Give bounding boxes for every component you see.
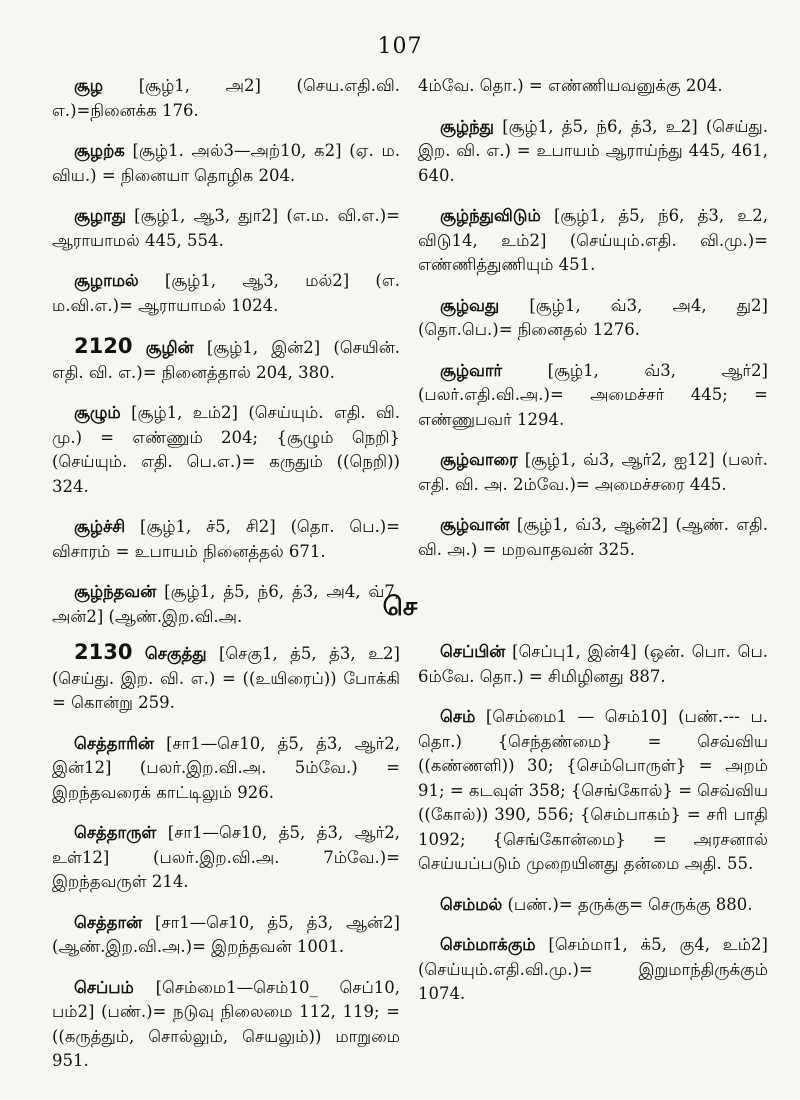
- entry-headword: செத்தான்: [74, 912, 143, 932]
- entry-number: 2120: [74, 334, 133, 358]
- entry-definition: [சூழ்1, அ2] (செய.எதி.வி. எ.)=நினைக்க 176.: [52, 76, 400, 120]
- dictionary-entry: [52, 515, 400, 564]
- dictionary-entry: [52, 204, 400, 253]
- block2-right-column: [418, 640, 768, 1023]
- dictionary-entry: [418, 705, 768, 877]
- dictionary-entry: [52, 74, 400, 123]
- entry-definition: [சூழ்1, த்5, ந்6, த்3, உ2, விடு14, உம்2] (செய்யும்.எதி. வி.மு.)= எண்ணித்துணியும் 451.: [418, 206, 768, 274]
- entry-definition: [சூழ்1, வ்3, ஆர்2] (பலர்.எதி.வி.அ.)= அமைச்சர் 445; = எண்ணுபவர் 1294.: [418, 360, 768, 429]
- entry-definition: [சூழ்1, இன்2] (செயின். எதி. வி. எ.)= நினைத்தால் 204, 380.: [52, 338, 400, 382]
- dictionary-entry: [52, 732, 400, 806]
- entry-headword: செம்மாக்கும்: [440, 935, 536, 954]
- entry-definition: [சூழ்1, த்5, ந்6, த்3, உ2] (செய்து. இற. வி. எ.) = உபாயம் ஆராய்ந்து 445, 461, 640.: [418, 116, 768, 185]
- entry-headword: செப்பின்: [440, 642, 506, 661]
- entry-definition: [சூழ்1, வ்3, அ4, து2] (தொ.பெ.)= நினைதல் 1276.: [418, 295, 768, 339]
- dictionary-entry: [52, 911, 400, 960]
- entry-headword: செம்: [440, 707, 476, 726]
- entry-definition: [சா1—செ10, த்5, த்3, ஆர்2, உள்12] (பலர்.இற.வி.அ. 7ம்வே.)= இறந்தவருள் 214.: [52, 823, 400, 891]
- dictionary-entry: [418, 204, 768, 278]
- dictionary-entry: [418, 513, 768, 562]
- entry-number: 2130: [74, 640, 133, 664]
- entry-headword: சூழின்: [145, 338, 194, 357]
- entry-headword: சூழாது: [74, 206, 126, 225]
- entry-headword: சூழ்வாரை: [440, 450, 518, 469]
- dictionary-entry: [418, 294, 768, 343]
- dictionary-entry: [418, 893, 768, 918]
- entry-definition: [சூழ்1. அல்3—அற்10, க2] (ஏ. ம. விய.) = நினையா தொழிக 204.: [52, 141, 400, 185]
- entry-headword: சூழ்ந்துவிடும்: [440, 206, 541, 225]
- entry-headword: சூழாமல்: [74, 271, 139, 290]
- section-heading: செ: [382, 592, 418, 622]
- dictionary-entry: [418, 115, 768, 189]
- dictionary-entry: [52, 269, 400, 318]
- block1-left-column: [52, 74, 400, 645]
- dictionary-entry: [52, 640, 400, 716]
- dictionary-entry: [52, 401, 400, 499]
- entry-definition: [சா1—செ10, த்5, த்3, ஆர்2, இன்12] (பலர்.இற.வி.அ. 5ம்வே.) = இறந்தவரைக் காட்டிலும் 926.: [52, 733, 400, 802]
- dictionary-entry: [52, 821, 400, 895]
- entry-definition: [செம்மை1 — செம்10] (பண்.--- ப. தொ.) {செந்தண்மை} = செவ்விய ((கண்ணளி)) 30; {செம்பொருள்} = அறம் 91; = கடவுள் 358; {செங்கோல்} = செவ்விய ((கோல்)) 390, 556; {செம்பாகம்} = சரி பாதி 1092; {செங்கோன்மை} = அரசனால் செய்யப்படும் முறையினது தன்மை அதி. 55.: [418, 707, 768, 873]
- entry-headword: சூழ்வது: [440, 295, 500, 315]
- entry-definition: [சூழ்1, த்5, ந்6, த்3, அ4, வ்7, அன்2] (ஆண்.இற.வி.அ.: [52, 582, 400, 626]
- entry-definition: (பண்.)= தருக்கு= செருக்கு 880.: [502, 894, 753, 914]
- entry-definition: [சூழ்1, வ்3, ஆர்2, ஐ12] (பலர். எதி. வி. அ. 2ம்வே.)= அமைச்சரை 445.: [418, 450, 768, 494]
- entry-headword: சூழ்வார்: [440, 360, 503, 380]
- dictionary-entry: [52, 334, 400, 385]
- entry-definition: [செம்மா1, க்5, கு4, உம்2] (செய்யும்.எதி.வி.மு.)= இறுமாந்திருக்கும் 1074.: [418, 935, 768, 1003]
- dictionary-entry: [52, 976, 400, 1074]
- dictionary-entry: [418, 74, 768, 99]
- entry-definition: [சூழ்1, ஆ3, துா2] (எ.ம. வி.எ.)= ஆராயாமல் 445, 554.: [52, 206, 400, 250]
- block1-right-column: [418, 74, 768, 578]
- entry-definition: [சா1—செ10, த்5, த்3, ஆன்2] (ஆண்.இற.வி.அ.)= இறந்தவன் 1001.: [52, 912, 400, 956]
- entry-headword: செத்தாரின்: [74, 733, 154, 753]
- entry-headword: செத்தாருள்: [74, 823, 157, 842]
- entry-definition: [சூழ்1, ஆ3, மல்2] (எ. ம.வி.எ.)= ஆராயாமல் 1024.: [52, 271, 400, 315]
- entry-definition: [செப்பு1, இன்4] (ஒன். பொ. பெ. 6ம்வே. தொ.) = சிமிழினது 887.: [418, 642, 768, 686]
- dictionary-entry: [52, 139, 400, 188]
- page-number: 107: [377, 34, 423, 59]
- block2-left-column: [52, 640, 400, 1090]
- entry-headword: சூழ்ச்சி: [74, 517, 126, 536]
- dictionary-entry: [418, 448, 768, 497]
- dictionary-entry: [418, 933, 768, 1007]
- entry-headword: சூழ: [74, 76, 104, 95]
- entry-headword: சூழ்ந்து: [440, 116, 494, 136]
- entry-definition: [செகு1, த்5, த்3, உ2] (செய்து. இற. வி. எ.) = ((உயிரைப்)) போக்கி = கொன்று 259.: [52, 644, 400, 712]
- dictionary-entry: [418, 359, 768, 433]
- entry-headword: சூழ்ந்தவன்: [74, 582, 157, 601]
- entry-headword: செம்மல்: [440, 894, 503, 914]
- entry-definition: [சூழ்1, ச்5, சி2] (தொ. பெ.)= விசாரம் = உபாயம் நினைத்தல் 671.: [52, 517, 400, 561]
- entry-headword: சூழும்: [74, 403, 121, 422]
- dictionary-entry: [418, 640, 768, 689]
- entry-definition: 4ம்வே. தொ.) = எண்ணியவனுக்கு 204.: [418, 76, 723, 95]
- entry-definition: [செம்மை1—செம்10_ செப்10, பம்2] (பண்.)= நடுவு நிலைமை 112, 119; = ((கருத்தும், சொல்லும், செயலும்)) மாறுமை 951.: [52, 977, 400, 1070]
- entry-headword: சூழ்வான்: [440, 515, 510, 534]
- entry-definition: [சூழ்1, வ்3, ஆன்2] (ஆண். எதி. வி. அ.) = மறவாதவன் 325.: [418, 515, 768, 559]
- entry-headword: செப்பம்: [74, 977, 134, 997]
- entry-headword: சூழற்க: [74, 141, 125, 160]
- entry-headword: செகுத்து: [144, 644, 207, 663]
- entry-definition: [சூழ்1, உம்2] (செய்யும். எதி. வி. மு.) = எண்ணும் 204; {சூழும் நெறி} (செய்யும். எதி. பெ.எ.)= கருதும் ((நெறி)) 324.: [52, 403, 400, 496]
